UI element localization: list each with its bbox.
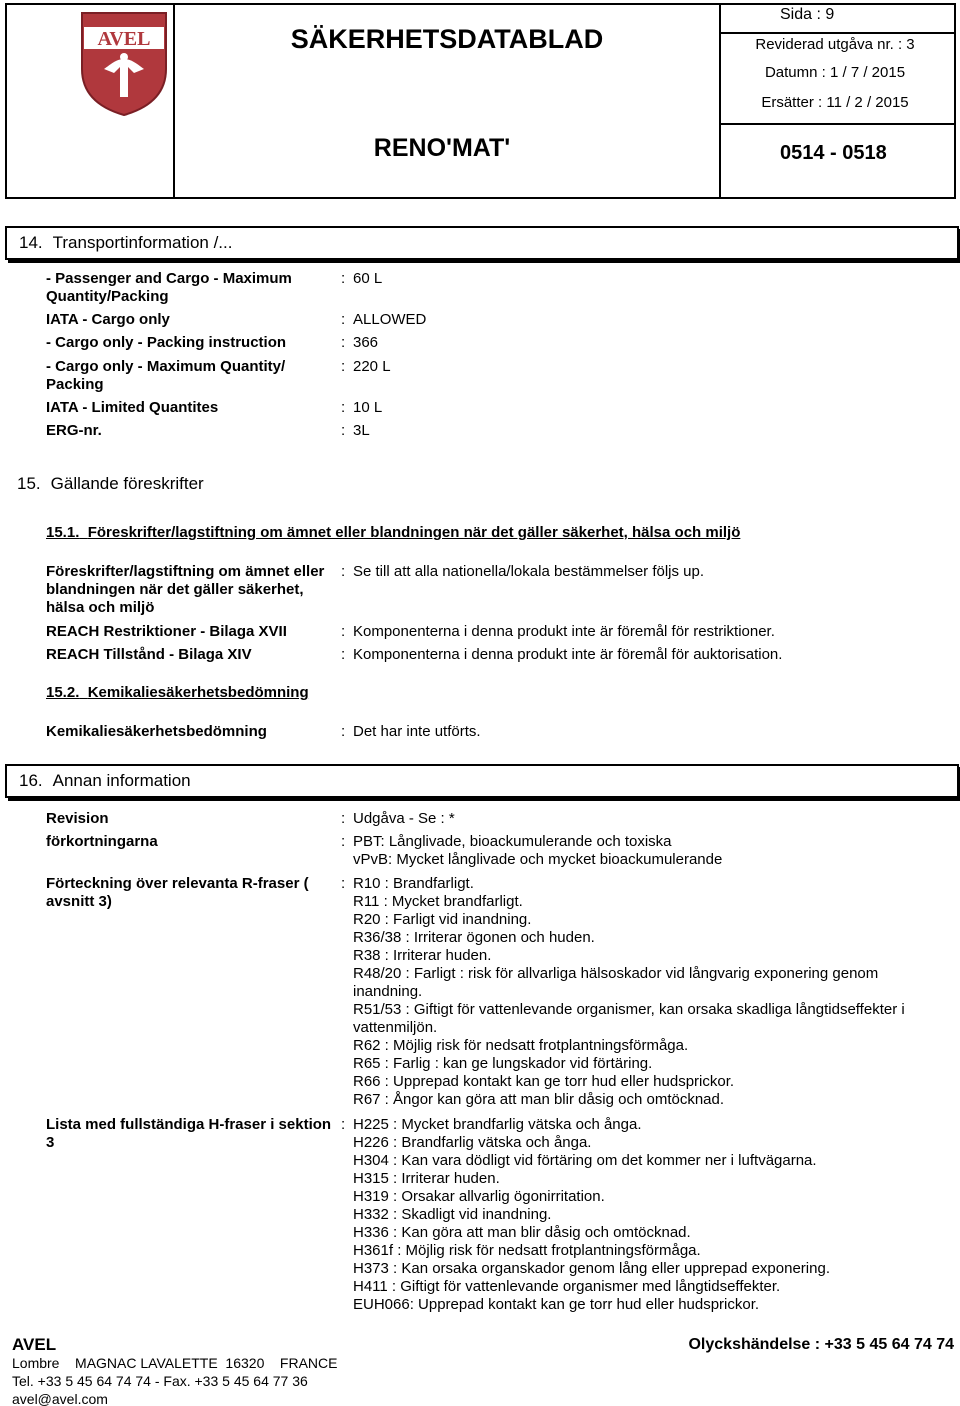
section-title: Gällande föreskrifter	[50, 474, 204, 493]
footer-email: avel@avel.com	[12, 1391, 108, 1406]
subsection-title: Föreskrifter/lagstiftning om ämnet eller blandningen när det gäller säkerhet, hälsa och miljö	[87, 524, 741, 541]
replaces-date: Ersätter : 11 / 2 / 2015	[761, 94, 909, 111]
subsection-number: 15.1.	[46, 524, 80, 541]
section-title: Transportinformation /...	[52, 233, 233, 252]
field-label: Förteckning över relevanta R-fraser ( avsnitt 3)	[46, 875, 309, 910]
field-label: ERG-nr.	[46, 422, 102, 439]
section-16-header	[5, 764, 959, 798]
avel-logo	[80, 11, 168, 117]
colon: :	[341, 875, 346, 892]
field-value: H225 : Mycket brandfarlig vätska och ånga. H226 : Brandfarlig vätska och ånga. H304 : Kan vara dödligt vid förtäring om det kommer ner i luftvägarna. H315 : Irriterar huden. H319 : Orsakar allvarlig ögonirritation. H332 : Skadligt vid inandning. H336 : Kan göra att man blir dåsig och omtöcknad. H361f : Möjlig risk för nedsatt frotplantningsförmåga. H373 : Kan orsaka organskador genom lång eller upprepad exponering. H411 : Giftigt för vattenlevande organismer med långtidseffekter. EUH066: Upprepad kontakt kan ge torr hud eller hudsprickor.	[353, 1116, 830, 1313]
field-value: 220 L	[353, 358, 391, 375]
logo-text: AVEL	[97, 28, 151, 50]
header-divider	[173, 5, 175, 197]
field-label: Lista med fullständiga H-fraser i sektion 3	[46, 1116, 332, 1151]
product-name: RENO'MAT'	[373, 134, 511, 162]
colon: :	[341, 399, 346, 416]
colon: :	[341, 833, 346, 850]
subsection-15-2-heading	[46, 684, 309, 702]
colon: :	[341, 358, 346, 375]
page-number: Sida : 9	[780, 6, 835, 23]
document-title: SÄKERHETSDATABLAD	[290, 24, 604, 54]
field-label: REACH Tillstånd - Bilaga XIV	[46, 646, 252, 663]
field-label: - Passenger and Cargo - Maximum Quantity/Packing	[46, 270, 292, 305]
field-value: R10 : Brandfarligt. R11 : Mycket brandfarligt. R20 : Farligt vid inandning. R36/38 : Irriterar ögonen och huden. R38 : Irriterar huden. R48/20 : Farligt : risk för allvarliga hälsoskador vid långvarig exponering genom inandning. R51/53 : Giftigt för vattenlevande organismer, kan orsaka skadliga långtidseffekter i vattenmiljön. R62 : Möjlig risk för nedsatt frotplantningsförmåga. R65 : Farlig : kan ge lungskador vid förtäring. R66 : Upprepad kontakt kan ge torr hud eller hudsprickor. R67 : Ångor kan göra att man blir dåsig och omtöcknad.	[353, 875, 905, 1108]
section-number: 14.	[19, 233, 43, 252]
footer-phone: Tel. +33 5 45 64 74 74 - Fax. +33 5 45 64 77 36	[12, 1373, 308, 1389]
field-value: 366	[353, 334, 379, 351]
document-code: 0514 - 0518	[780, 142, 887, 164]
field-label: IATA - Limited Quantites	[46, 399, 219, 416]
field-label: REACH Restriktioner - Bilaga XVII	[46, 623, 287, 640]
field-value: Se till att alla nationella/lokala bestämmelser följs up.	[353, 563, 705, 580]
subsection-number: 15.2.	[46, 684, 80, 701]
field-value: PBT: Långlivade, bioackumulerande och toxiska vPvB: Mycket långlivade och mycket bioackumulerande	[353, 833, 723, 868]
subsection-15-1-heading	[46, 524, 740, 542]
field-label: IATA - Cargo only	[46, 311, 170, 328]
field-value: 10 L	[353, 399, 383, 416]
field-value: Komponenterna i denna produkt inte är föremål för restriktioner.	[353, 623, 775, 640]
field-label: Revision	[46, 810, 109, 827]
section-15-header	[5, 469, 959, 503]
colon: :	[341, 422, 346, 439]
field-value: Det har inte utförts.	[353, 723, 481, 740]
colon: :	[341, 334, 346, 351]
colon: :	[341, 1116, 346, 1133]
field-label: Kemikaliesäkerhetsbedömning	[46, 723, 267, 740]
field-value: 60 L	[353, 270, 383, 287]
colon: :	[341, 311, 346, 328]
field-value: Komponenterna i denna produkt inte är föremål för auktorisation.	[353, 646, 783, 663]
revision-date: Datumn : 1 / 7 / 2015	[764, 64, 906, 81]
header-divider	[719, 32, 954, 34]
field-value: ALLOWED	[353, 311, 427, 328]
footer-emergency: Olyckshändelse : +33 5 45 64 74 74	[688, 1336, 954, 1353]
field-label: förkortningarna	[46, 833, 158, 850]
colon: :	[341, 270, 346, 287]
field-label: - Cargo only - Maximum Quantity/ Packing	[46, 358, 286, 393]
colon: :	[341, 646, 346, 663]
colon: :	[341, 810, 346, 827]
header-divider	[719, 123, 954, 125]
colon: :	[341, 563, 346, 580]
revision-number: Reviderad utgåva nr. : 3	[755, 36, 915, 53]
footer-address: Lombre MAGNAC LAVALETTE 16320 FRANCE	[12, 1355, 338, 1371]
colon: :	[341, 623, 346, 640]
colon: :	[341, 723, 346, 740]
field-value: 3L	[353, 422, 370, 439]
section-title: Annan information	[52, 771, 191, 790]
section-number: 16.	[19, 771, 43, 790]
subsection-title: Kemikaliesäkerhetsbedömning	[87, 684, 309, 701]
field-label: Föreskrifter/lagstiftning om ämnet eller blandningen när det gäller säkerhet, hälsa och miljö	[46, 563, 325, 616]
section-number: 15.	[17, 474, 41, 493]
section-14-header	[5, 226, 959, 260]
field-value: Udgåva - Se : *	[353, 810, 455, 827]
field-label: - Cargo only - Packing instruction	[46, 334, 287, 351]
footer-company: AVEL	[12, 1335, 57, 1354]
